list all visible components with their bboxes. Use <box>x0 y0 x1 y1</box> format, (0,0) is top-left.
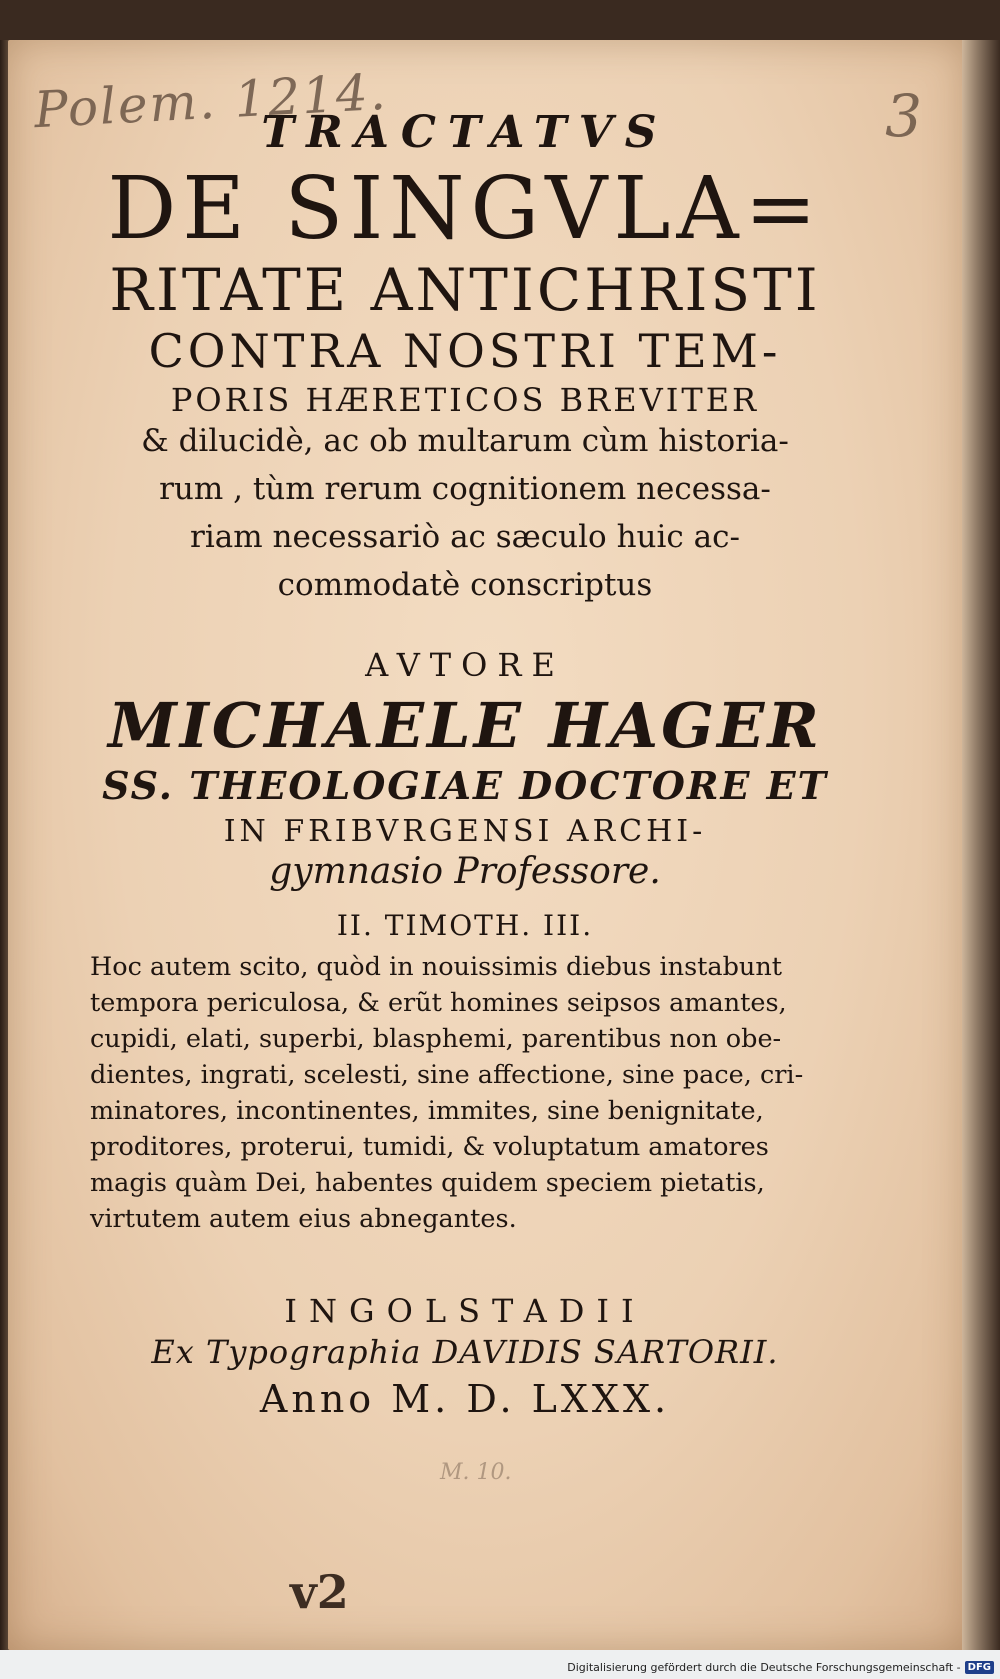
handwritten-shelfmark: Polem. 1214. <box>32 62 389 140</box>
imprint-year: Anno M. D. LXXX. <box>259 1376 671 1421</box>
handwritten-folio-number: 3 <box>885 82 922 150</box>
scripture-reference: II. TIMOTH. III. <box>336 909 594 943</box>
verse-line: cupidi, elati, superbi, blasphemi, parentibus non obe- <box>90 1023 782 1054</box>
verse-line: dientes, ingrati, scelesti, sine affectione, sine pace, cri- <box>90 1059 804 1090</box>
title-line-2: RITATE ANTICHRISTI <box>109 256 821 325</box>
author-title-line-1: SS. THEOLOGIAE DOCTORE ET <box>102 762 828 808</box>
subtitle-line-2: rum , tùm rerum cognitionem necessa- <box>159 471 771 508</box>
imprint-printer: Ex Typographia DAVIDIS SARTORII. <box>151 1333 779 1372</box>
title-page-text <box>80 107 850 1421</box>
footer-credit: Digitalisierung gefördert durch die Deutsche Forschungsgemeinschaft - <box>567 1661 961 1674</box>
tractatus-heading: TRACTATVS <box>261 107 669 158</box>
digitization-footer <box>567 1661 994 1674</box>
author-title-line-2: IN FRIBVRGENSI ARCHI- <box>223 813 707 849</box>
title-line-3: CONTRA NOSTRI TEM- <box>148 324 782 379</box>
verse-line: proditores, proterui, tumidi, & voluptatum amatores <box>90 1131 769 1162</box>
autore-label: AVTORE <box>365 646 565 685</box>
author-name: MICHAELE HAGER <box>108 688 822 762</box>
page-edge <box>962 40 1000 1650</box>
verse-line: minatores, incontinentes, immites, sine benignitate, <box>90 1095 764 1126</box>
handwritten-bottom-mark: v2 <box>290 1565 349 1619</box>
author-title-line-3: gymnasio Professore. <box>269 851 661 893</box>
subtitle-line-1: & dilucidè, ac ob multarum cùm historia- <box>141 423 789 460</box>
verse-line: Hoc autem scito, quòd in nouissimis diebus instabunt <box>90 951 783 982</box>
faint-handwritten-mark: M. 10. <box>440 1460 512 1485</box>
subtitle-line-3: riam necessariò ac sæculo huic ac- <box>190 519 740 556</box>
title-line-4: PORIS HÆRETICOS BREVITER <box>170 380 760 419</box>
verse-line: tempora periculosa, & erũt homines seipsos amantes, <box>90 987 787 1018</box>
scripture-verse <box>80 949 850 1237</box>
title-line-1: DE SINGVLA= <box>107 159 823 260</box>
verse-line: virtutem autem eius abnegantes. <box>90 1203 517 1234</box>
dfg-logo-icon: DFG <box>965 1661 994 1674</box>
imprint-city: INGOLSTADII <box>284 1291 646 1330</box>
verse-line: magis quàm Dei, habentes quidem speciem pietatis, <box>90 1167 765 1198</box>
subtitle-line-4: commodatè conscriptus <box>277 567 653 604</box>
